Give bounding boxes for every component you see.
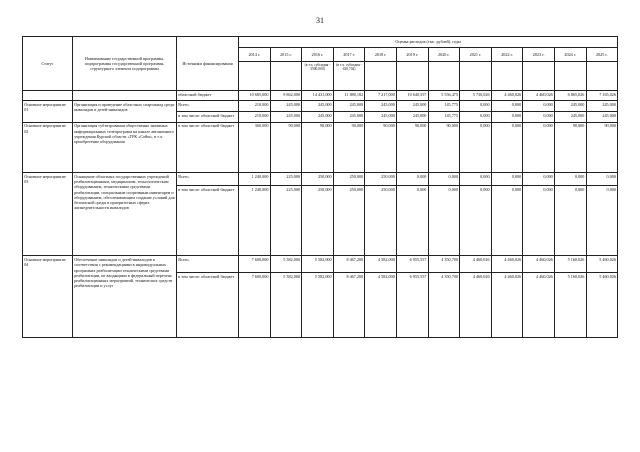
year-note	[428, 62, 460, 91]
value-cell: 0,000	[491, 173, 523, 186]
value-cell: 90,000	[396, 122, 428, 173]
year-note	[491, 62, 523, 91]
oblast-status-cell	[23, 90, 73, 101]
value-cell: 245,000	[333, 101, 365, 112]
value-cell: 210,000	[239, 101, 271, 112]
value-cell: 0,000	[523, 111, 555, 122]
year-note	[554, 62, 586, 91]
value-cell: 6 955,557	[396, 272, 428, 337]
value-cell: 4 460,026	[460, 256, 492, 273]
year-note	[586, 62, 618, 91]
value-cell: 11 880,182	[333, 90, 365, 101]
value-cell: 0,000	[523, 185, 555, 256]
year-header: 2014 г.	[239, 47, 271, 62]
value-cell: 250,000	[333, 173, 365, 186]
value-cell: 0,000	[523, 122, 555, 173]
value-cell: 250,000	[302, 185, 334, 256]
value-cell: 225,000	[270, 173, 302, 186]
value-cell: 4 582,000	[365, 256, 397, 273]
oblast-budget-row	[23, 90, 618, 101]
table-row	[23, 101, 618, 112]
value-cell: 250,000	[333, 185, 365, 256]
value-cell: 90,000	[270, 122, 302, 173]
value-cell: 7 165,026	[586, 90, 618, 101]
year-header: 2019 г.	[396, 47, 428, 62]
source-cell: Всего,	[177, 173, 239, 186]
value-cell: 250,000	[365, 173, 397, 186]
value-cell: 245,000	[396, 101, 428, 112]
year-note: (в т.ч. субсидия - 630,704)	[333, 62, 365, 91]
value-cell: 4 350,700	[428, 256, 460, 273]
value-cell: 90,000	[586, 122, 618, 173]
value-cell: 245,000	[396, 111, 428, 122]
value-cell: 0,000	[428, 173, 460, 186]
year-header: 2015 г.	[270, 47, 302, 62]
value-cell: 7 217,000	[365, 90, 397, 101]
value-cell: 0,000	[460, 122, 492, 173]
value-cell: 5 460,026	[586, 256, 618, 273]
value-cell: 0,000	[523, 101, 555, 112]
value-cell: 5 582,000	[302, 272, 334, 337]
source-cell: в том числе: областной бюджет	[177, 272, 239, 337]
year-note	[460, 62, 492, 91]
year-note	[365, 62, 397, 91]
source-cell: Всего,	[177, 101, 239, 112]
value-cell: 245,000	[586, 101, 618, 112]
year-note	[396, 62, 428, 91]
value-cell: 9 862,000	[270, 90, 302, 101]
status-cell: Основное мероприятие 02	[23, 122, 73, 173]
value-cell: 4 460,026	[523, 256, 555, 273]
value-cell: 90,000	[365, 122, 397, 173]
value-cell: 145,775	[428, 111, 460, 122]
value-cell: 250,000	[302, 173, 334, 186]
value-cell: 5 730,026	[460, 90, 492, 101]
year-header: 2023 г.	[523, 47, 555, 62]
year-header: 2022 г.	[491, 47, 523, 62]
value-cell: 1 240,000	[239, 185, 271, 256]
value-cell: 0,000	[491, 111, 523, 122]
source-cell: Всего,	[177, 256, 239, 273]
name-cell: Обеспечение инвалидов и детей-инвалидов в соответствии с рекомендациями в индивидуальных программах реабилитации техническими средствами реабилитации, не входящими в федеральный перечень реабилитационных мероприятий, технических средств реабилитации и услуг	[73, 256, 177, 337]
value-cell: 0,000	[586, 185, 618, 256]
value-cell: 0,000	[460, 111, 492, 122]
value-cell: 0,000	[396, 185, 428, 256]
table-row	[23, 173, 618, 186]
value-cell: 4 460,026	[523, 90, 555, 101]
value-cell: 5 556,475	[428, 90, 460, 101]
name-cell: Организация субтитрования общественно значимых информационных телепрограмм на канале автономного учреждения Курской области «ТРК «Сейм», в т.ч. приобретение оборудования	[73, 122, 177, 173]
year-note	[523, 62, 555, 91]
value-cell: 4 460,026	[491, 272, 523, 337]
value-cell: 4 460,026	[491, 90, 523, 101]
value-cell: 90,000	[428, 122, 460, 173]
year-note	[270, 62, 302, 91]
value-cell: 145,775	[428, 101, 460, 112]
value-cell: 0,000	[491, 101, 523, 112]
value-cell: 0,000	[396, 173, 428, 186]
value-cell: 0,000	[460, 185, 492, 256]
value-cell: 0,000	[523, 173, 555, 186]
value-cell: 4 460,026	[523, 272, 555, 337]
year-header: 2020 г.	[428, 47, 460, 62]
sources-header: Источники финансирования	[177, 37, 239, 91]
year-header: 2021 г.	[460, 47, 492, 62]
value-cell: 245,000	[554, 111, 586, 122]
header-row	[23, 37, 618, 48]
status-cell: Основное мероприятие 04	[23, 256, 73, 337]
value-cell: 10 640,557	[396, 90, 428, 101]
year-header: 2025 г.	[586, 47, 618, 62]
status-header: Статус	[23, 37, 73, 91]
value-cell: 4 350,700	[428, 272, 460, 337]
source-cell: в том числе: областной бюджет	[177, 122, 239, 173]
value-cell: 7 600,000	[239, 256, 271, 273]
value-cell: 8 467,200	[333, 272, 365, 337]
value-cell: 5 160,026	[554, 272, 586, 337]
value-cell: 245,000	[302, 111, 334, 122]
oblast-name-cell	[73, 90, 177, 101]
value-cell: 0,000	[491, 185, 523, 256]
value-cell: 0,000	[554, 185, 586, 256]
value-cell: 360,000	[239, 122, 271, 173]
value-cell: 0,000	[460, 173, 492, 186]
value-cell: 1 240,000	[239, 173, 271, 186]
value-cell: 5 160,026	[554, 256, 586, 273]
value-cell: 4 460,026	[460, 272, 492, 337]
name-cell: Оснащение областных государственных учреждений реабилитационным, медицинским, технологическим оборудованием, техническими средствами реабилитации, специальным спортивным инвентарем и оборудованием, обеспечивающим создание условий для безопасной среды в приоритетных сферах жизнедеятельности инвалидов	[73, 173, 177, 256]
value-cell: 245,000	[365, 101, 397, 112]
source-cell: в том числе: областной бюджет	[177, 185, 239, 256]
value-cell: 14 431,000	[302, 90, 334, 101]
value-cell: 225,000	[270, 185, 302, 256]
value-cell: 5 382,000	[270, 256, 302, 273]
year-note	[239, 62, 271, 91]
year-header: 2024 г.	[554, 47, 586, 62]
status-cell: Основное мероприятие 01	[23, 101, 73, 122]
value-cell: 5 582,000	[302, 256, 334, 273]
value-cell: 5 460,026	[586, 272, 618, 337]
value-cell: 245,000	[586, 111, 618, 122]
name-cell: Организация и проведение областных спартакиад среди инвалидов и детей-инвалидов	[73, 101, 177, 122]
value-cell: 0,000	[491, 122, 523, 173]
value-cell: 7 600,000	[239, 272, 271, 337]
estimate-header: Оценка расходов (тыс. рублей), годы	[239, 37, 618, 48]
value-cell: 10 685,000	[239, 90, 271, 101]
value-cell: 90,000	[554, 122, 586, 173]
value-cell: 245,000	[270, 101, 302, 112]
value-cell: 0,000	[586, 173, 618, 186]
value-cell: 0,000	[460, 101, 492, 112]
year-header: 2017 г.	[333, 47, 365, 62]
value-cell: 245,000	[270, 111, 302, 122]
budget-table-body	[23, 37, 618, 338]
value-cell: 6 955,557	[396, 256, 428, 273]
source-cell: в том числе: областной бюджет	[177, 111, 239, 122]
value-cell: 5 382,000	[270, 272, 302, 337]
value-cell: 4 582,000	[365, 272, 397, 337]
budget-table	[22, 36, 618, 338]
value-cell: 245,000	[333, 111, 365, 122]
table-row	[23, 122, 618, 173]
table-row	[23, 256, 618, 273]
value-cell: 245,000	[554, 101, 586, 112]
oblast-source-cell: областной бюджет	[177, 90, 239, 101]
value-cell: 8 467,200	[333, 256, 365, 273]
value-cell: 6 865,026	[554, 90, 586, 101]
year-header: 2016 г.	[302, 47, 334, 62]
status-cell: Основное мероприятие 03	[23, 173, 73, 256]
value-cell: 245,000	[365, 111, 397, 122]
value-cell: 210,000	[239, 111, 271, 122]
value-cell: 4 460,026	[491, 256, 523, 273]
year-header: 2018 г.	[365, 47, 397, 62]
value-cell: 90,000	[333, 122, 365, 173]
value-cell: 0,000	[428, 185, 460, 256]
value-cell: 90,000	[302, 122, 334, 173]
page-number: 31	[316, 16, 324, 25]
value-cell: 0,000	[554, 173, 586, 186]
name-header: Наименование государственной программы, подпрограммы государственной программы, структурного элемента подпрограммы	[73, 37, 177, 91]
year-note: (в т.ч. субсидия - 3500,000)	[302, 62, 334, 91]
value-cell: 245,000	[302, 101, 334, 112]
value-cell: 250,000	[365, 185, 397, 256]
